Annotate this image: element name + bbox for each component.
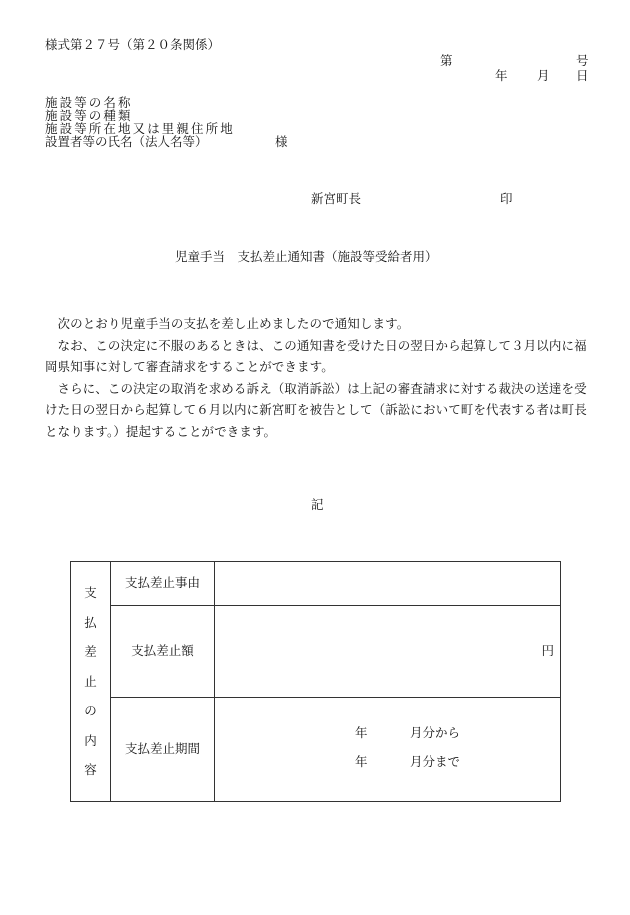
amount-label: 支払差止額 — [111, 606, 215, 698]
period-from-row — [215, 727, 560, 741]
seal-label: 印 — [500, 191, 513, 206]
body-paragraph-1: 次のとおり児童手当の支払を差し止めましたので通知します。 — [57, 316, 410, 331]
side-header-char: 容 — [84, 762, 97, 778]
body-paragraph-2: なお、この決定に不服のあるときは、この通知書を受けた日の翌日から起算して３月以内に福岡県知事に対して審査請求をすることができます。 — [45, 337, 587, 374]
period-from-month: 月分から — [410, 725, 461, 740]
document-number-prefix: 第 — [440, 53, 453, 68]
side-header-char: の — [84, 703, 97, 719]
reason-value-cell — [215, 562, 561, 606]
date-month-label: 月 — [537, 68, 550, 83]
period-from-year: 年 — [355, 725, 368, 740]
side-header-char: 内 — [84, 732, 97, 748]
owner-name-label: 設置者等の氏名（法人名等） — [45, 134, 208, 149]
body-text — [45, 313, 590, 442]
period-to-row — [215, 756, 560, 770]
facility-name-label: 施設等の名称 — [45, 95, 133, 110]
side-header-char: 支 — [84, 585, 97, 601]
period-value-cell — [215, 698, 561, 802]
date-day-label: 日 — [576, 68, 589, 83]
side-header-char: 払 — [84, 614, 97, 630]
amount-unit: 円 — [215, 606, 561, 698]
document-number-suffix: 号 — [576, 53, 589, 68]
document-title: 児童手当 支払差止通知書（施設等受給者用） — [175, 249, 438, 264]
period-label: 支払差止期間 — [111, 698, 215, 802]
facility-address-label: 施設等所在地又は里親住所地 — [45, 121, 235, 136]
body-paragraph-3: さらに、この決定の取消を求める訴え（取消訴訟）は上記の審査請求に対する裁決の送達を受けた日の翌日から起算して６月以内に新宮町を被告として（訴訟において町を代表する者は町長となります。）提起することができます。 — [45, 380, 587, 439]
period-to-month: 月分まで — [410, 754, 461, 769]
table-side-header — [71, 562, 111, 802]
honorific-label: 様 — [275, 134, 288, 149]
reason-label: 支払差止事由 — [111, 562, 215, 606]
form-number: 様式第２７号（第２０条関係） — [45, 37, 221, 52]
suspension-details-table — [70, 561, 561, 802]
side-header-char: 差 — [84, 644, 97, 660]
mayor-label: 新宮町長 — [311, 191, 362, 206]
side-header-char: 止 — [84, 673, 97, 689]
date-year-label: 年 — [495, 68, 508, 83]
ki-label: 記 — [311, 497, 324, 512]
period-to-year: 年 — [355, 754, 368, 769]
facility-type-label: 施設等の種類 — [45, 108, 133, 123]
